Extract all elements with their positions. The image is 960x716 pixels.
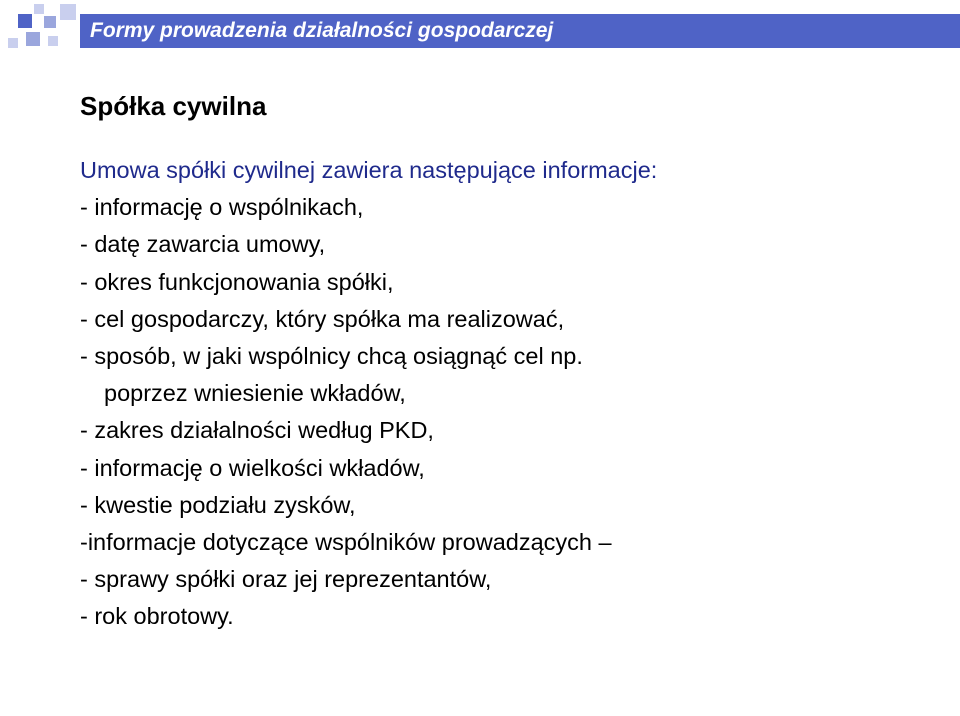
list-item: - sprawy spółki oraz jej reprezentantów, [80, 566, 492, 593]
list-item: - zakres działalności według PKD, [80, 417, 434, 444]
list-item: - okres funkcjonowania spółki, [80, 268, 394, 295]
list-item: - informację o wspólnikach, [80, 194, 364, 221]
header-bar [80, 14, 960, 48]
list-item: - cel gospodarczy, który spółka ma realizować, [80, 305, 565, 332]
list-item: -informacje dotyczące wspólników prowadzących – [80, 528, 612, 555]
content-list [80, 152, 657, 635]
page-heading: Spółka cywilna [80, 91, 267, 121]
list-item: - datę zawarcia umowy, [80, 231, 326, 258]
list-item: - sposób, w jaki wspólnicy chcą osiągnąć cel np. [80, 342, 583, 369]
header-title: Formy prowadzenia działalności gospodarczej [90, 19, 554, 42]
list-item: - rok obrotowy. [80, 603, 234, 630]
squares-logo-icon [4, 2, 84, 62]
list-item-continuation: poprzez wniesienie wkładów, [104, 380, 406, 407]
intro-text: Umowa spółki cywilnej zawiera następujące informacje: [80, 157, 658, 183]
list-item: - kwestie podziału zysków, [80, 491, 356, 518]
list-item: - informację o wielkości wkładów, [80, 454, 425, 481]
